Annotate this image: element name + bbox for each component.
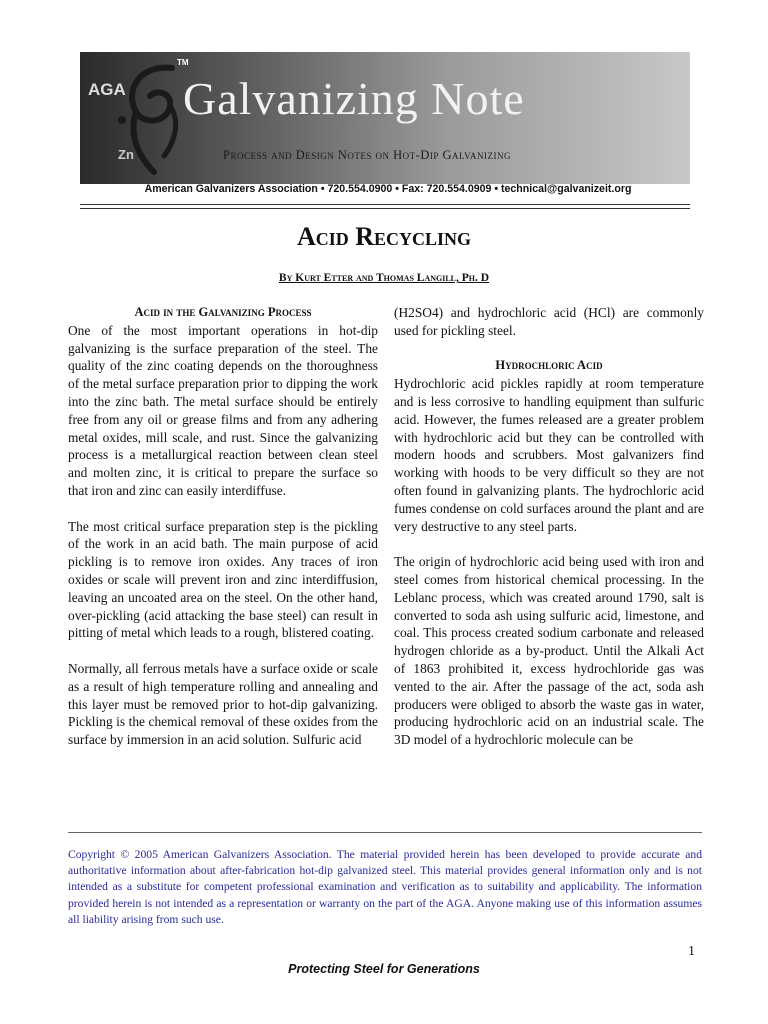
- paragraph: Normally, all ferrous metals have a surface oxide or scale as a result of high temperature rolling and annealing and this layer must be removed prior to hot-dip galvanizing. Pickling is the chemical removal of these oxides from the surface by immersion in an acid solution. Sulfuric acid: [68, 660, 378, 748]
- right-column: [394, 304, 704, 767]
- header-rule-secondary: [80, 208, 690, 209]
- left-column: [68, 304, 378, 767]
- aga-logo-swirl-icon: [110, 60, 190, 180]
- footer-tagline: Protecting Steel for Generations: [288, 962, 480, 976]
- contact-line: American Galvanizers Association • 720.554.0900 • Fax: 720.554.0909 • technical@galvanizeit.org: [144, 183, 632, 195]
- footer-rule: [68, 832, 702, 833]
- copyright-notice: Copyright © 2005 American Galvanizers Association. The material provided herein has been developed to provide accurate and authoritative information about after-fabrication hot-dip galvanized steel. This material provides general information only and is not intended as a substitute for competent professional examination and verification as to suitability and applicability. The information provided herein is not intended as a representation or warranty on the part of the AGA. Anyone making use of this information assumes all liability arising from such use.: [68, 848, 702, 926]
- logo-zn: Zn: [118, 147, 134, 162]
- header-banner: [80, 52, 690, 184]
- header-rule: [80, 204, 690, 205]
- paragraph: Hydrochloric acid pickles rapidly at room temperature and is less corrosive to handling equipment than sulfuric acid. However, the fumes released are a greater problem with hydrochloric acid but they can be controlled with modern hoods and scrubbers. Most galvanizers find working with hoods to be very difficult so they are not often found in galvanizing plants. The hydrochloric acid fumes condense on cold surfaces around the plant and are very destructive to any steel parts.: [394, 376, 704, 534]
- section-heading-hydrochloric-acid: Hydrochloric Acid: [495, 358, 603, 373]
- paragraph: The origin of hydrochloric acid being used with iron and steel comes from historical chemical processing. In the Leblanc process, which was created around 1790, salt is converted to soda ash using sulfuric acid, limestone, and coal. This process created sodium carbonate and released hydrogen chloride as a by-product. Until the Alkali Act of 1863 prohibited it, excess hydrochloride gas was vented to the air. After the passage of the act, soda ash producers were obliged to absorb the waste gas in water, producing hydrochloric acid on an industrial scale. The 3D model of a hydrochloric molecule can be: [394, 554, 704, 748]
- section-heading-acid-process: Acid in the Galvanizing Process: [134, 305, 312, 319]
- paragraph: One of the most important operations in hot-dip galvanizing is the surface preparation of the steel. The quality of the zinc coating depends on the thoroughness of the metal surface preparation prior to dipping the work into the zinc bath. The metal surface should be entirely free from any oil or grease films and from any adhering metal oxides, mill scale, and rust. Since the galvanizing process is a metallurgical reaction between clean steel and molten zinc, it is critical to prepare the surface so that iron and zinc can easily interdiffuse.: [68, 322, 378, 498]
- article-byline: By Kurt Etter and Thomas Langill, Ph. D: [278, 272, 490, 284]
- logo-text: AGA: [88, 80, 126, 99]
- banner-title: Galvanizing Note: [183, 73, 525, 124]
- banner-subtitle: Process and Design Notes on Hot-Dip Galvanizing: [223, 148, 512, 162]
- article-title: Acid Recycling: [296, 222, 472, 251]
- paragraph: (H2SO4) and hydrochloric acid (HCl) are commonly used for pickling steel.: [394, 305, 704, 338]
- logo-trademark: TM: [177, 58, 189, 67]
- page-number: 1: [688, 944, 695, 959]
- paragraph: The most critical surface preparation step is the pickling of the work in an acid bath. The main purpose of acid pickling is to remove iron oxides. Any traces of iron oxides or scale will prevent iron and zinc interdiffusion, leaving an uncoated area on the steel. On the other hand, over-pickling (acid attacking the base steel) can result in pitting of metal which leads to a rough, blistered coating.: [68, 518, 378, 641]
